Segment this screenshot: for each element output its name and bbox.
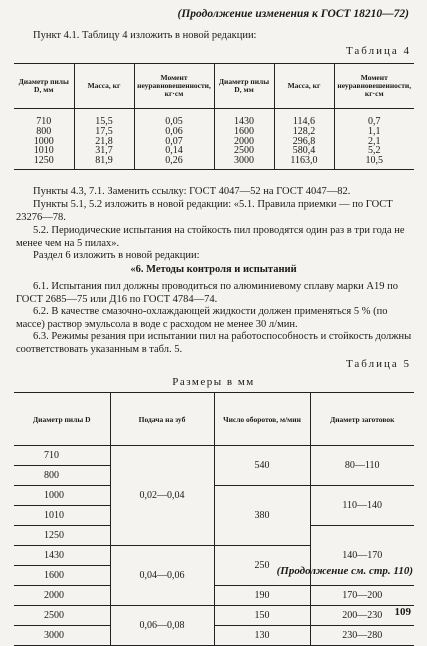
table-4 bbox=[14, 63, 414, 170]
table-cell: 110—140 bbox=[310, 486, 414, 526]
table-cell: 114,6 bbox=[274, 109, 334, 127]
table-cell: 1600 bbox=[14, 566, 110, 586]
table-row bbox=[14, 486, 414, 506]
column-header: Момент неуравновешенности, кг·см bbox=[134, 64, 214, 109]
table-cell: 1000 bbox=[33, 135, 54, 147]
column-header: Масса, кг bbox=[274, 64, 334, 109]
section-title: «6. Методы контроля и испытаний bbox=[130, 264, 297, 275]
table-cell: 230—280 bbox=[310, 626, 414, 646]
table-cell: 2,1 bbox=[334, 137, 414, 147]
table-header-row bbox=[14, 393, 414, 446]
table-row bbox=[14, 109, 414, 127]
table-cell: 2000 bbox=[14, 586, 110, 606]
page-header: (Продолжение изменения к ГОСТ 18210—72) bbox=[177, 8, 409, 20]
table-row bbox=[14, 446, 414, 466]
table-cell: 31,7 bbox=[74, 146, 134, 156]
column-header: Диаметр заготовок bbox=[310, 393, 414, 446]
table-cell: 170—200 bbox=[310, 586, 414, 606]
table-cell: 2500 bbox=[214, 146, 274, 156]
table-cell: 190 bbox=[214, 586, 310, 606]
table-cell: 580,4 bbox=[274, 146, 334, 156]
table-cell: 380 bbox=[214, 486, 310, 546]
column-header: Диаметр пилы D, мм bbox=[214, 64, 274, 109]
table-row bbox=[14, 146, 414, 156]
page-number: 109 bbox=[394, 606, 411, 618]
table-cell: 1000 bbox=[14, 486, 110, 506]
table-row bbox=[14, 137, 414, 147]
paragraph-6-2: 6.2. В качестве смазочно-охлаждающей жидкости должен применяться 5 % (по массе) раствор эмульсола в воде с расходом не менее 30 л/мин. bbox=[16, 306, 388, 330]
table-cell: 1250 bbox=[14, 526, 110, 546]
column-header: Число оборотов, м/мин bbox=[214, 393, 310, 446]
table-row bbox=[14, 606, 414, 626]
column-header: Диаметр пилы D, мм bbox=[14, 64, 74, 109]
table-cell: 150 bbox=[214, 606, 310, 626]
table-cell: 1163,0 bbox=[274, 156, 334, 169]
continued-note: (Продолжение см. стр. 110) bbox=[276, 565, 413, 577]
table-cell: 800 bbox=[36, 125, 52, 137]
table-cell: 296,8 bbox=[274, 137, 334, 147]
table-cell: 710 bbox=[36, 116, 52, 127]
column-header: Диаметр пилы D bbox=[14, 393, 110, 446]
table-cell: 21,8 bbox=[74, 137, 134, 147]
table-cell: 1010 bbox=[14, 506, 110, 526]
table-cell: 0,06 bbox=[134, 127, 214, 137]
table-5 bbox=[14, 392, 414, 646]
table-cell: 710 bbox=[14, 446, 110, 466]
paragraph-section6: Раздел 6 изложить в новой редакции: bbox=[33, 250, 200, 261]
table-cell: 80—110 bbox=[310, 446, 414, 486]
table-cell: 0,14 bbox=[134, 146, 214, 156]
table-cell: 800 bbox=[14, 466, 110, 486]
table-cell: 140—170 bbox=[310, 526, 414, 586]
table-cell: 200—230 bbox=[310, 606, 414, 626]
table4-caption: Таблица 4 bbox=[345, 45, 411, 57]
table-row bbox=[14, 626, 414, 646]
table-cell: 0,05 bbox=[134, 109, 214, 127]
paragraph-acceptance: Пункты 5.1, 5.2 изложить в новой редакции: «5.1. Правила приемки — по ГОСТ 23276—78. bbox=[16, 199, 393, 223]
table-cell: 0,02—0,04 bbox=[110, 446, 214, 546]
table-cell: 0,04—0,06 bbox=[110, 546, 214, 606]
table-cell: 1600 bbox=[214, 127, 274, 137]
table-cell: 540 bbox=[214, 446, 310, 486]
table-cell: 1,1 bbox=[334, 127, 414, 137]
table5-caption: Таблица 5 bbox=[345, 358, 411, 370]
paragraph-6-3: 6.3. Режимы резания при испытании пил на работоспособность и стойкость должны соответствовать указанным в табл. 5. bbox=[16, 331, 412, 355]
table-row bbox=[14, 156, 414, 169]
table-cell: 1250 bbox=[14, 156, 74, 169]
table-cell: 10,5 bbox=[334, 156, 414, 169]
table-cell: 0,7 bbox=[334, 109, 414, 127]
paragraph-periodic-tests: 5.2. Периодические испытания на стойкость пил проводятся один раз в три года не менее чем на 5 пилах». bbox=[16, 225, 405, 249]
column-header: Момент неуравновешенности, кг·см bbox=[334, 64, 414, 109]
table-cell: 2500 bbox=[14, 606, 110, 626]
table-cell: 130 bbox=[214, 626, 310, 646]
table-row bbox=[14, 127, 414, 137]
paragraph-references: Пункты 4.3, 7.1. Заменить ссылку: ГОСТ 4047—52 на ГОСТ 4047—82. bbox=[33, 186, 351, 197]
table-cell: 0,26 bbox=[134, 156, 214, 169]
table-cell: 3000 bbox=[14, 626, 110, 646]
table-cell: 128,2 bbox=[274, 127, 334, 137]
table-cell: 250 bbox=[214, 546, 310, 586]
table5-subcaption: Размеры в мм bbox=[172, 376, 255, 388]
table-cell: 1430 bbox=[214, 109, 274, 127]
table-cell: 5,2 bbox=[334, 146, 414, 156]
table-cell: 15,5 bbox=[74, 109, 134, 127]
table-row bbox=[14, 586, 414, 606]
column-header: Подача на зуб bbox=[110, 393, 214, 446]
paragraph-6-1: 6.1. Испытания пил должны проводиться по алюминиевому сплаву марки А19 по ГОСТ 2685—75 или Д16 по ГОСТ 4784—74. bbox=[16, 281, 398, 305]
table-cell: 17,5 bbox=[74, 127, 134, 137]
table-cell: 1430 bbox=[14, 546, 110, 566]
table-cell: 81,9 bbox=[74, 156, 134, 169]
table-cell: 1010 bbox=[33, 145, 54, 157]
column-header: Масса, кг bbox=[74, 64, 134, 109]
intro-paragraph: Пункт 4.1. Таблицу 4 изложить в новой редакции: bbox=[33, 30, 257, 41]
table-cell: 0,07 bbox=[134, 137, 214, 147]
table-cell: 2000 bbox=[214, 137, 274, 147]
table-cell: 0,06—0,08 bbox=[110, 606, 214, 646]
table-header-row bbox=[14, 64, 414, 109]
table-cell: 3000 bbox=[214, 156, 274, 169]
